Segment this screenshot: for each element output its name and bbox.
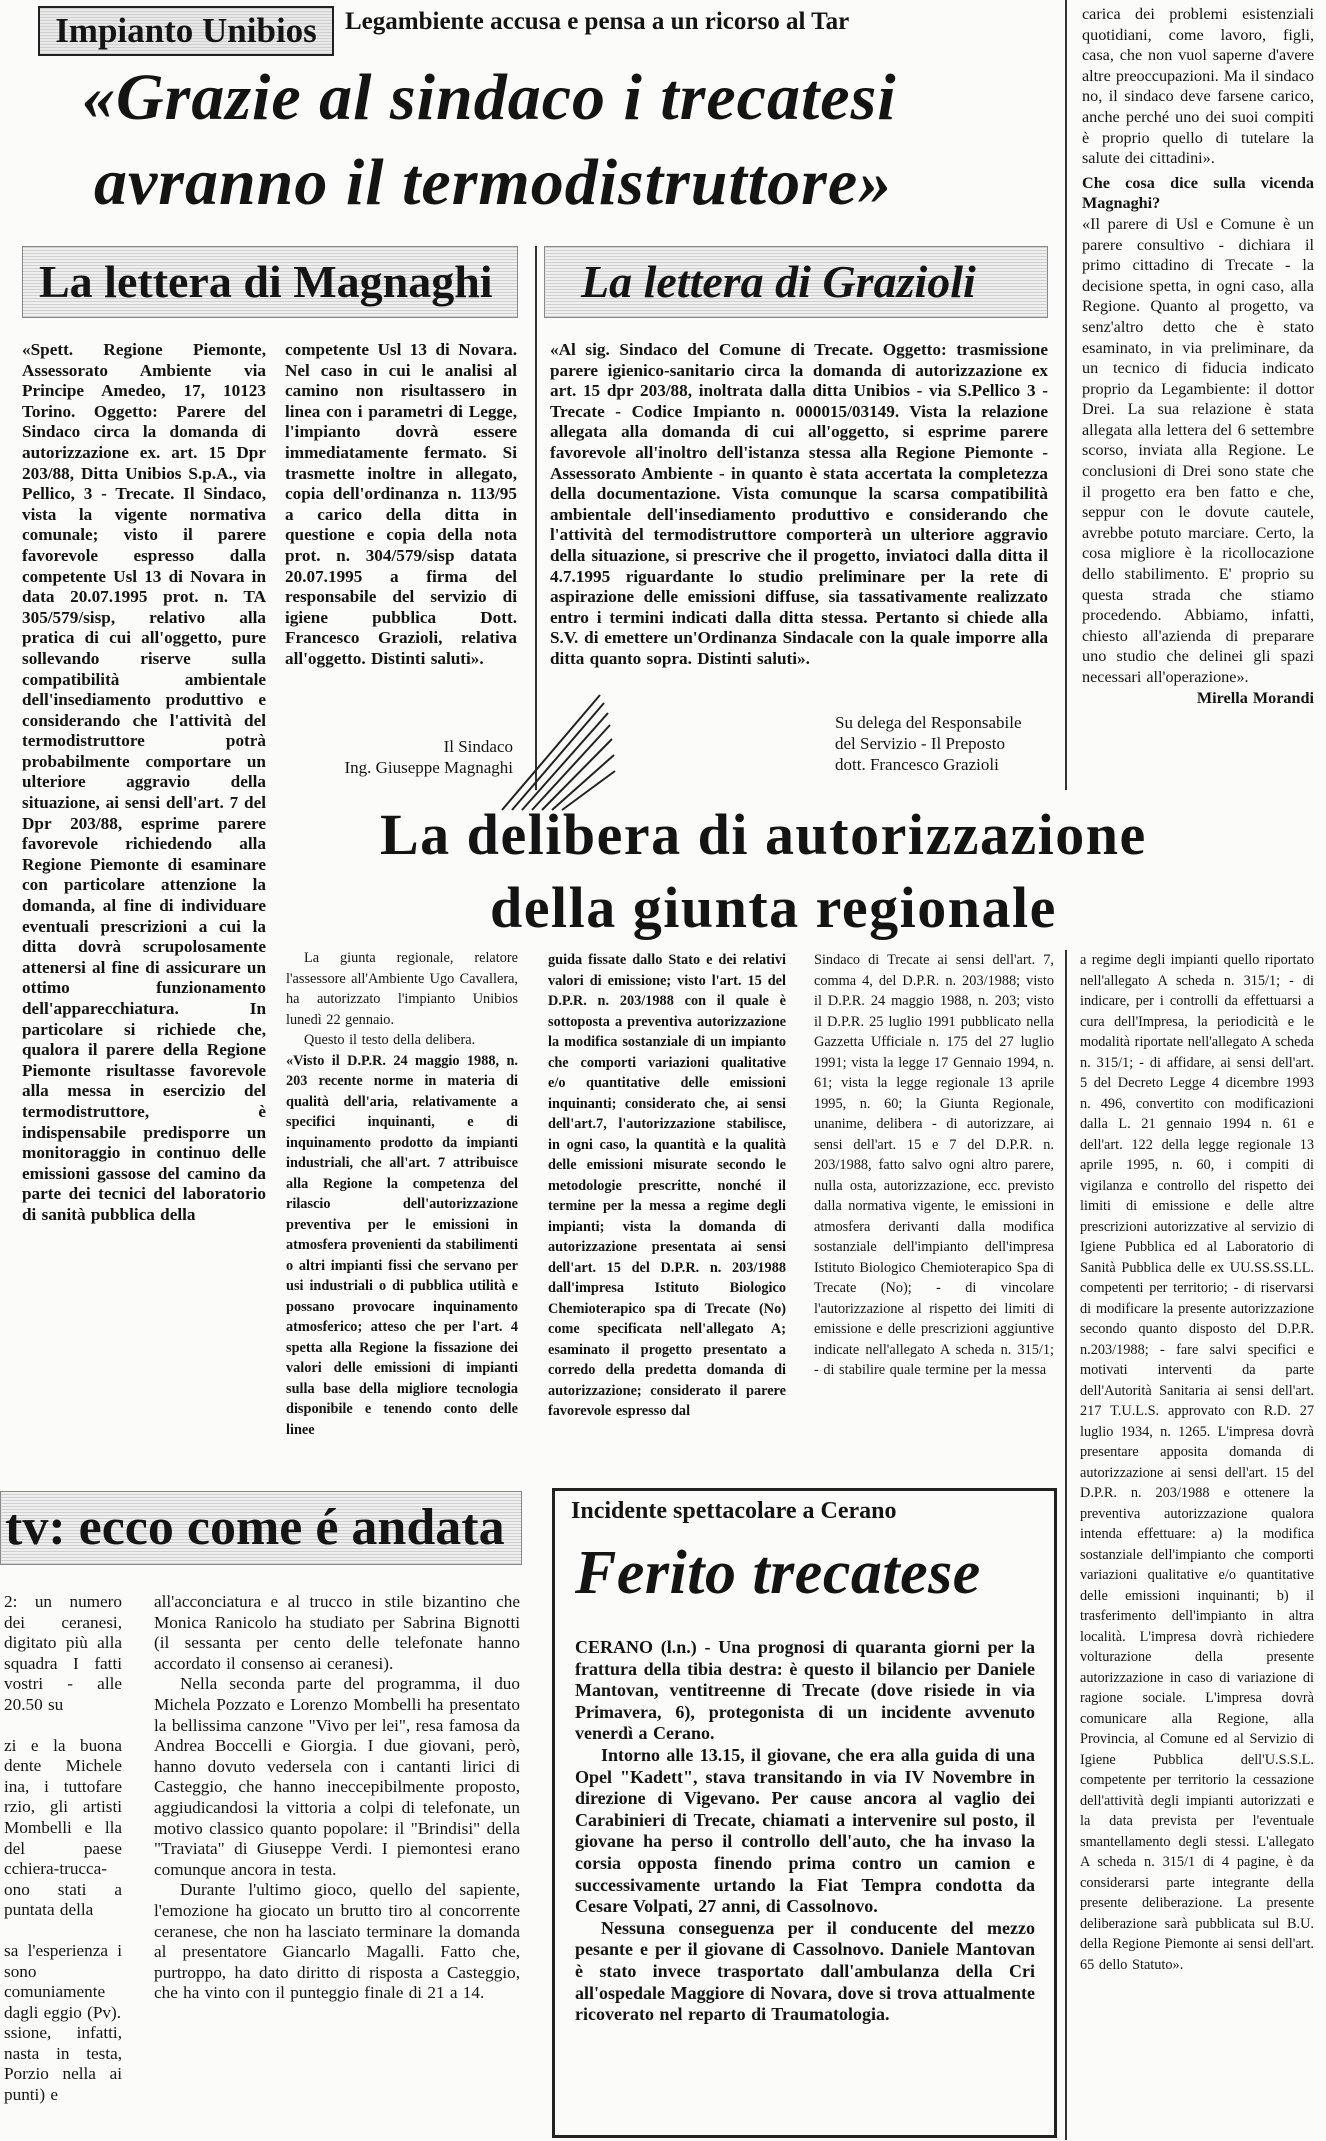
tv-col-2-paragraph: Nella seconda parte del programma, il duo Michela Pozzato e Lorenzo Mombelli ha presentato la bellissima canzone "Vivo per lei", resa famosa da Andrea Boccelli e Giorgia. I due giovani, però, hanno dovuto vedersela con i cantanti lirici di Casteggio, che hanno ineccepibilmente proposto, aggiudicandosi la vittoria a colpi di telefonate, un motivo classico quanto popolare: il "Brindisi" della "Traviata" di Giuseppe Verdi. I piemontesi erano comunque ancora in testa.	[154, 1674, 520, 1879]
delibera-col-1	[286, 948, 518, 1468]
grazioli-letter-text: «Al sig. Sindaco del Comune di Trecate. Oggetto: trasmissione parere igienico-sanitario circa la domanda di autorizzazione ex art. 15 dpr 203/88, inoltrata dalla ditta Unibios - via S.Pellico 3 - Trecate - Codice Impianto n. 000015/03149. Vista la relazione allegata alla domanda di cui all'oggetto, si esprime parere favorevole all'inoltro dell'istanza stessa alla Regione Piemonte - Assessorato Ambiente - in quanto è stata accertata la completezza della documentazione. Vista comunque la scarsa compatibilità ambientale dell'insediamento produttivo e considerando che l'attività del termodistruttore comporterà un ulteriore aggravio della situazione, si prescrive che il progetto, inviatoci dalla ditta il 4.7.1995 riguardante lo studio preliminare per la rete di aspirazione delle emissioni diffuse, sia tassativamente realizzato entro i termini indicati dalla ditta stessa. Pertanto si chiede alla S.V. di emettere un'Ordinanza Sindacale con la quale imporre alla ditta quanto sopra. Distinti saluti».	[550, 340, 1048, 668]
cerano-body	[575, 1637, 1035, 2131]
magnaghi-letter-col1: «Spett. Regione Piemonte, Assessorato Ambiente via Principe Amedeo, 17, 10123 Torino. Oggetto: Parere del Sindaco circa la domanda di autorizzazione ex. art. 15 Dpr 203/88, Ditta Unibios S.p.A., via Pellico, 3 - Trecate. Il Sindaco, vista la vigente normativa comunale; visto il parere favorevole espresso dalla competente Usl 13 di Novara in data 20.07.1995 prot. n. TA 305/579/sisp, relativo alla pratica di cui all'oggetto, pure sollevando riserve sulla compatibilità ambientale dell'insediamento produttivo e considerando che l'attività del termodistruttore potrà probabilmente comportare un ulteriore aggravio della situazione, ai sensi dell'art. 7 del Dpr 203/88, esprime parere favorevole richiedendo alla Regione Piemonte di esaminare con particolare attenzione la domanda, al fine di individuare eventuali prescrizioni a cui la ditta dovrà scrupolosamente attenersi al fine di assicurare un ottimo funzionamento dell'apparecchiatura. In particolare si richiede che, qualora il parere della Regione Piemonte risultasse favorevole alla messa in esercizio del termodistruttore, è indispensabile predisporre un monitoraggio in continuo delle emissioni gassose del camino da parte dei tecnici del laboratorio di sanità pubblica della	[22, 340, 266, 1224]
side-author: Mirella Morandi	[1196, 688, 1314, 707]
cerano-box	[552, 1488, 1057, 2138]
grazioli-letter	[550, 340, 1048, 780]
magnaghi-signature-1: Il Sindaco	[443, 737, 513, 756]
tv-col-2-paragraph: Durante l'ultimo gioco, quello del sapiente, l'emozione ha giocato un brutto tiro al concorrente ceranese, che non ha lasciato terminare la domanda al presentatore Giancarlo Magalli. Fatto che, purtroppo, ha dato diritto di risposta a Casteggio, che ha vinto con il punteggio finale di 21 a 14.	[154, 1880, 520, 2003]
column-rule	[1065, 950, 1067, 2140]
kicker: Legambiente accusa e pensa a un ricorso al Tar	[345, 8, 850, 35]
main-headline-line-1: «Grazie al sindaco i trecatesi	[82, 61, 897, 134]
side-column-text	[1082, 4, 1314, 788]
grazioli-signature-2: del Servizio - Il Preposto	[835, 734, 1005, 753]
tv-col-1-paragraph: sa l'esperienza i sono comuniamente dagli eggio (Pv).	[4, 1940, 122, 2022]
delibera-text-col-3: Sindaco di Trecate ai sensi dell'art. 7, comma 4, del D.P.R. n. 203/1988; visto il D.P.R. 24 maggio 1988, n. 203; visto il D.P.R. 25 luglio 1991 pubblicato nella Gazzetta Ufficiale n. 175 del 27 luglio 1991; vista la legge 17 Gennaio 1994, n. 61; vista la legge regionale 13 aprile 1995, n. 60; la Giunta Regionale, unanime, delibera - di autorizzare, ai sensi dell'art. 15 e 7 del D.P.R. n. 203/1988, fatto salvo ogni altro parere, nulla osta, autorizzazione, ecc. previsto dalla normativa vigente, le emissioni in atmosfera derivanti dalla modifica sostanziale dell'impianto dell'impresa Istituto Biologico Chemioterapico Spa di Trecate (No); - di vincolare l'autorizzazione al rispetto dei limiti di emissione e delle prescrizioni aggiuntive indicate nell'allegato A scheda n. 315/1; - di stabilire quale termine per la messa	[814, 952, 1054, 1378]
magnaghi-header-box	[22, 246, 518, 318]
side-paragraph-2: «Il parere di Usl e Comune è un parere consultivo - dichiara il primo cittadino di Trecate - la decisione spetta, in ogni caso, alla Regione. Quanto al progetto, va senz'altro detto che è stato esaminato, in via preliminare, da un tecnico di fiducia indicato proprio da Legambiente: il dottor Drei. La sua relazione è stata allegata alla lettera del 6 settembre scorso, inviata alla Regione. Le conclusioni di Drei sono state che il progetto era ben fatto e che, seppur con le dovute cautele, avrebbe potuto marciare. Certo, la cosa migliore è la ricollocazione dello stabilimento. E' proprio su questa strada che stiamo procedendo. Abbiamo, infatti, chiesto all'azienda di preparare uno studio che delinei gli spazi necessari all'operazione».	[1082, 214, 1314, 686]
grazioli-header-box	[544, 246, 1048, 318]
magnaghi-signature-2: Ing. Giuseppe Magnaghi	[344, 758, 513, 777]
delibera-headline-line-2: della giunta regionale	[490, 875, 1057, 940]
delibera-text-col-4: a regime degli impianti quello riportato nell'allegato A scheda n. 315/1; - di indicare, per i controlli da effettuarsi a cura dell'Impresa, la periodicità e le modalità riportate nell'allegato A scheda n. 315/1; - di affidare, ai sensi dell'art. 5 del Decreto Legge 4 dicembre 1993 n. 496, convertito con modificazioni dalla L. 21 gennaio 1994 n. 61 e dell'art. 122 della legge regionale 13 aprile 1995, n. 60, i compiti di vigilanza e controllo del rispetto dei limiti di emissione e delle altre prescrizioni autorizzative al servizio di Igiene Pubblica ed al Laboratorio di Sanità Pubblica delle ex UU.SS.SS.LL. competenti per territorio; - di riservarsi di modificare la presente autorizzazione secondo quanto disposto del D.P.R. n.203/1988; - fare salvi specifici e motivati interventi da parte dell'Autorità Sanitaria ai sensi dell'art. 217 T.U.L.S. approvato con R.D. 27 luglio 1934, n. 1265. L'impresa dovrà presentare apposita domanda di autorizzazione ai sensi dell'art. 15 del D.P.R. n. 203/1988 e ottenere la preventiva autorizzazione qualora intenda effettuare: a) la modifica sostanziale dell'impianto che comporti variazioni qualitative e/o quantitative delle emissioni inquinanti; b) il trasferimento dell'impianto in altra località. L'impresa dovrà richiedere volturazione della presente autorizzazione in caso di variazione di ragione sociale. L'impresa dovrà comunicare alla Regione, alla Provincia, al Comune ed al Servizio di Igiene Pubblica dell'U.S.S.L. competente per territorio la cessazione dell'attività degli impianti autorizzati e la data prevista per l'eventuale smantellamento degli stessi. L'allegato A scheda n. 315/1 di 4 pagine, è da considerarsi parte integrante della presente deliberazione. La presente deliberazione sarà pubblicata sul B.U. della Regione Piemonte ai sensi dell'art. 65 dello Statuto».	[1080, 952, 1314, 1973]
tv-col-1-paragraph: 2: un numero dei ceranesi, digitato più alla squadra I fatti vostri - alle 20.50 su	[4, 1592, 122, 1714]
cerano-paragraph: Intorno alle 13.15, il giovane, che era alla guida di una Opel "Kadett", stava transitando in via IV Novembre in direzione di Vigevano. Per cause ancora al vaglio dei Carabinieri di Trecate, chiamati a intervenire sul posto, il giovane ha perso il controllo dell'auto, che ha invaso la corsia opposta finendo prima contro un camion e successivamente urtando la Fiat Tempra condotta da Cesare Volpati, 27 anni, di Cassolnovo.	[575, 1744, 1035, 1917]
tv-col-2-paragraph: all'acconciatura e al trucco in stile bizantino che Monica Ranicolo ha studiato per Sabrina Bignotti (il sessanta per cento delle telefonate hanno accordato il consenso ai ceranesi).	[154, 1592, 520, 1673]
tv-col-1-paragraph: zi e la buona dente Michele ina, i tuttofare rzio, gli artisti Mombelli e lla del paese cchiera-trucca-ono stati a puntata della	[4, 1735, 122, 1920]
section-label-box	[38, 6, 334, 56]
tv-col-2	[154, 1592, 520, 2138]
magnaghi-header: La lettera di Magnaghi	[39, 256, 493, 307]
magnaghi-letter-col2	[285, 340, 517, 780]
cerano-paragraph: Nessuna conseguenza per il conducente del mezzo pesante e per il giovane di Cassolnovo. Daniele Mantovan è stato invece trasportato dall'ambulanza della Cri all'ospedale Maggiore di Novara, dove si trova attualmente ricoverato nel reparto di Traumatologia.	[575, 1917, 1035, 2025]
tv-header: tv: ecco come é andata	[5, 1499, 505, 1556]
tv-col-1	[4, 1592, 122, 2138]
grazioli-signature-1: Su delega del Responsabile	[835, 713, 1022, 732]
tv-col-1-paragraph: ssione, infatti, nasta in testa, Porzio nella ai punti) e	[4, 2023, 122, 2105]
column-rule	[1065, 0, 1067, 790]
delibera-headline-line-1: La delibera di autorizzazione	[380, 802, 1147, 867]
delibera-intro: La giunta regionale, relatore l'assessore all'Ambiente Ugo Cavallera, ha autorizzato l'impianto Unibios lunedì 22 gennaio.	[286, 950, 518, 1028]
delibera-intro-2: Questo il testo della delibera.	[304, 1032, 476, 1048]
decorative-fan-graphic	[500, 685, 620, 815]
cerano-paragraph: CERANO (l.n.) - Una prognosi di quaranta giorni per la frattura della tibia destra: è questo il bilancio per Daniele Mantovan, ventitreenne di Trecate (dove risiede in via Primavera, 6), protegonista di un incidente avvenuto venerdì a Cerano.	[575, 1637, 1035, 1744]
cerano-headline: Ferito trecatese	[575, 1539, 981, 1607]
grazioli-signature-3: dott. Francesco Grazioli	[835, 755, 999, 774]
grazioli-header: La lettera di Grazioli	[581, 256, 976, 307]
main-headline-line-2: avranno il termodistruttore»	[94, 146, 893, 219]
delibera-text-col-2: guida fissate dallo Stato e dei relativi valori di emissione; visto l'art. 15 del D.P.R. n. 203/1988 con il quale è sottoposta a preventiva autorizzazione la modifica sostanziale di un impianto che comporti variazioni qualitative e/o quantitative delle emissioni inquinanti; considerato che, ai sensi dell'art.7, l'autorizzazione stabilisce, in ogni caso, la quantità e la qualità delle emissioni misurate secondo le metodologie prescritte, nonché il termine per la messa a regime degli impianti; vista la domanda di autorizzazione presentata ai sensi dell'art. 15 del D.P.R. n. 203/1988 dall'impresa Istituto Biologico Chemioterapico spa di Trecate (No) come specificata nell'allegato A; esaminato il progetto presentato a corredo della predetta domanda di autorizzazione; considerato il parere favorevole espresso dal	[548, 952, 786, 1419]
tv-header-box	[0, 1491, 522, 1565]
magnaghi-letter-text: competente Usl 13 di Novara. Nel caso in cui le analisi al camino non risultassero in linea con i parametri di Legge, l'impianto dovrà essere immediatamente fermato. Si trasmette inoltre in allegato, copia dell'ordinanza n. 113/95 a carico della ditta in questione e copia della nota prot. n. 304/579/sisp datata 20.07.1995 a firma del responsabile del servizio di igiene pubblica Dott. Francesco Grazioli, relativa all'oggetto. Distinti saluti».	[285, 340, 517, 668]
section-label: Impianto Unibios	[55, 11, 317, 50]
side-paragraph-1: carica dei problemi esistenziali quotidiani, come lavoro, figli, casa, che non vuol saperne d'avere altre preoccupazioni. Ma il sindaco no, il sindaco deve farsene carico, anche perché uno dei suoi compiti è proprio quello di tutelare la salute dei cittadini».	[1082, 5, 1314, 168]
side-question: Che cosa dice sulla vicenda Magnaghi?	[1082, 173, 1314, 213]
cerano-kicker: Incidente spettacolare a Cerano	[571, 1498, 897, 1524]
delibera-text-col-1: «Visto il D.P.R. 24 maggio 1988, n. 203 recente norme in materia di qualità dell'aria, relativamente a specifici inquinanti, e di inquinamento prodotto da impianti industriali, che all'art. 7 attribuisce alla Regione la competenza del rilascio dell'autorizzazione preventiva per le emissioni in atmosfera provenienti da stabilimenti o altri impianti fissi che servano per usi industriali o di pubblica utilità e possano provocare inquinamento atmosferico; atteso che per l'art. 4 spetta alla Regione la fissazione dei valori delle emissioni di impianti sulla base della migliore tecnologia disponibile e tenendo conto delle linee	[286, 1052, 518, 1438]
